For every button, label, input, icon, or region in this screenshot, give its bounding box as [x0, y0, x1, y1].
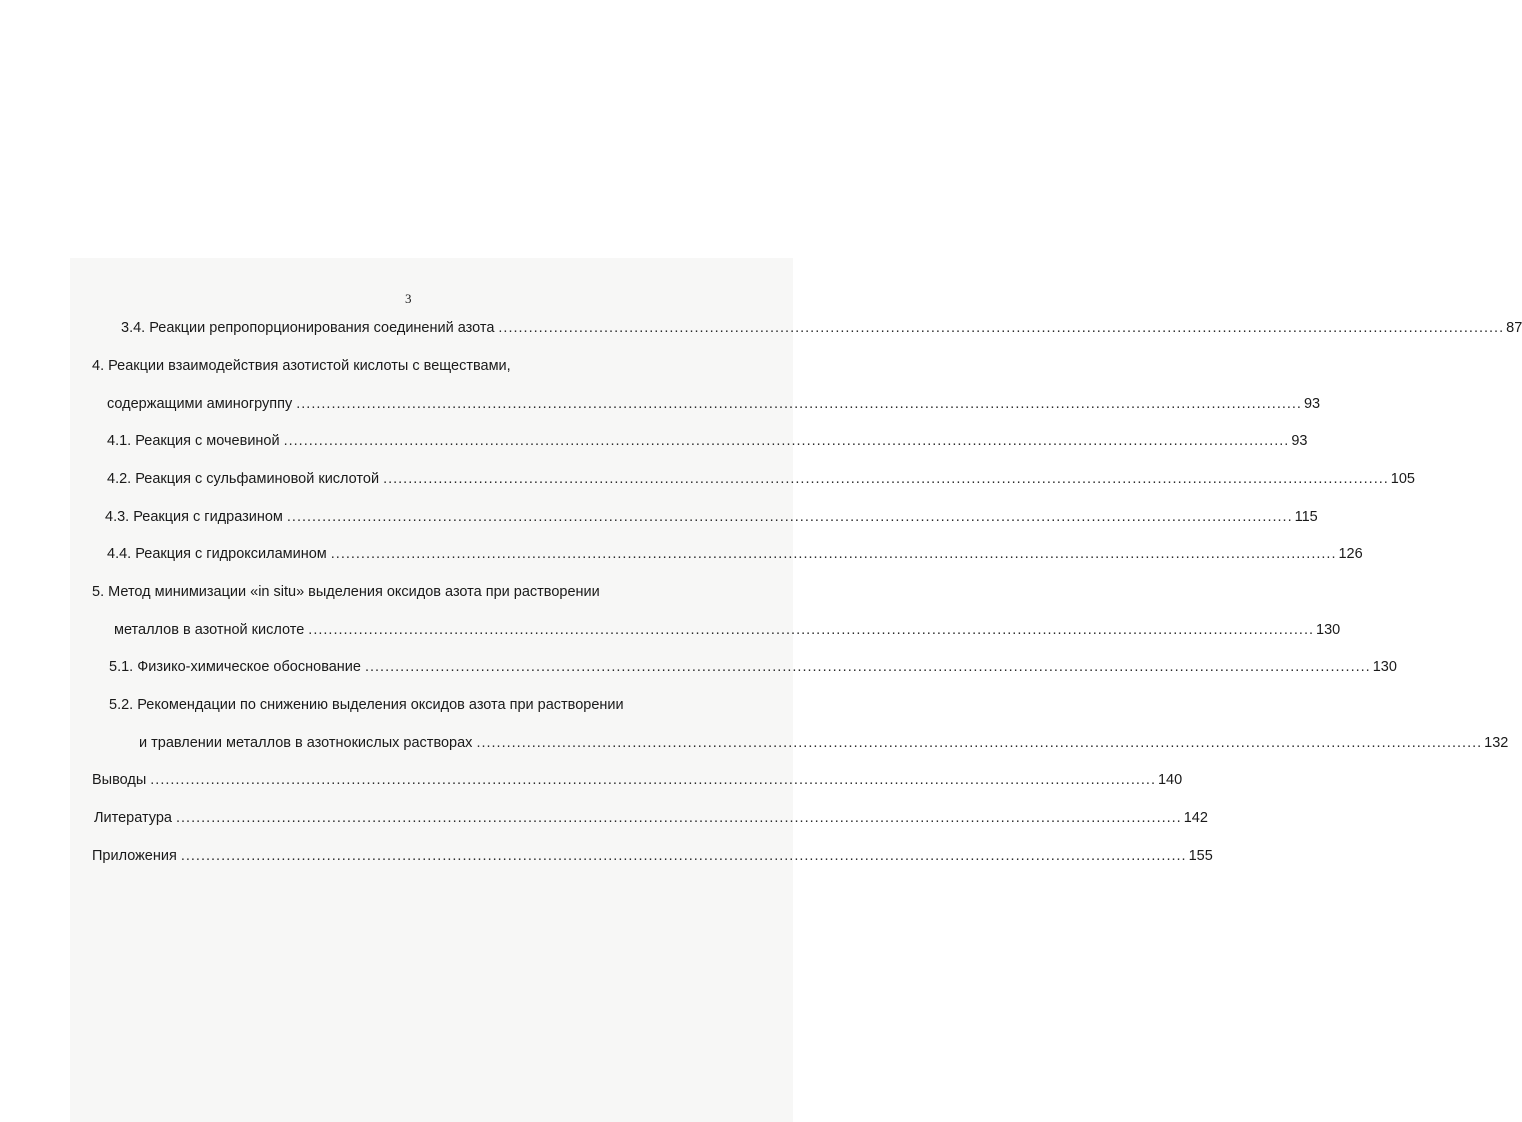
toc-leader-dots: ........................................................................................................................................................................................................: [176, 810, 1182, 826]
toc-leader-dots: ........................................................................................................................................................................................................: [498, 320, 1505, 336]
toc-leader-dots: ........................................................................................................................................................................................................: [180, 848, 1187, 864]
toc-entry-page: 130: [1316, 622, 1341, 638]
toc-entry-page: 105: [1390, 471, 1415, 487]
toc-entry-5-1[interactable]: [109, 659, 1397, 675]
toc-entry-page: 142: [1183, 810, 1208, 826]
toc-entry-label: 4.2. Реакция с сульфаминовой кислотой: [107, 471, 380, 487]
toc-entry-page: 115: [1294, 509, 1318, 525]
toc-leader-dots: ........................................................................................................................................................................................................: [308, 622, 1315, 638]
toc-entry-3-4[interactable]: [121, 320, 1522, 336]
toc-leader-dots: ........................................................................................................................................................................................................: [296, 396, 1302, 412]
toc-entry-label: 4.4. Реакция с гидроксиламином: [107, 546, 327, 562]
toc-section-5-2-heading: 5.2. Рекомендации по снижению выделения оксидов азота при растворении: [109, 697, 624, 713]
toc-entry-label: Приложения: [92, 848, 177, 864]
toc-entry-label: Литература: [94, 810, 172, 826]
toc-entry-literature[interactable]: [94, 810, 1208, 826]
toc-leader-dots: ........................................................................................................................................................................................................: [383, 471, 1389, 487]
toc-leader-dots: ........................................................................................................................................................................................................: [364, 659, 1371, 675]
toc-entry-label: и травлении металлов в азотнокислых растворах: [139, 735, 473, 751]
toc-entry-4-4[interactable]: [107, 546, 1363, 562]
toc-leader-dots: ........................................................................................................................................................................................................: [286, 509, 1293, 525]
toc-entry-label: 3.4. Реакции репропорционирования соединений азота: [121, 320, 495, 336]
toc-entry-page: 140: [1157, 772, 1183, 788]
toc-entry-label: Выводы: [92, 772, 147, 788]
toc-leader-dots: ........................................................................................................................................................................................................: [283, 433, 1290, 449]
toc-entry-appendices[interactable]: [92, 848, 1213, 864]
toc-section-5-heading: 5. Метод минимизации «in situ» выделения оксидов азота при растворении: [92, 584, 600, 600]
toc-leader-dots: ........................................................................................................................................................................................................: [150, 772, 1156, 788]
toc-entry-label: 4.3. Реакция с гидразином: [105, 509, 283, 525]
toc-entry-page: 126: [1338, 546, 1363, 562]
page-number: 3: [405, 291, 412, 306]
toc-entry-label: содержащими аминогруппу: [107, 396, 293, 412]
toc-entry-label: металлов в азотной кислоте: [114, 622, 305, 638]
toc-entry-page: 93: [1303, 396, 1321, 412]
toc-entry-page: 130: [1372, 659, 1397, 675]
toc-section-4-heading: 4. Реакции взаимодействия азотистой кислоты с веществами,: [92, 358, 511, 374]
toc-entry-4[interactable]: [107, 396, 1321, 412]
toc-entry-4-1[interactable]: [107, 433, 1308, 449]
toc-entry-4-2[interactable]: [107, 471, 1415, 487]
toc-entry-4-3[interactable]: [105, 509, 1318, 525]
toc-entry-conclusions[interactable]: [92, 772, 1183, 788]
toc-entry-page: 93: [1291, 433, 1308, 449]
toc-entry-page: 132: [1484, 735, 1509, 751]
toc-entry-label: 4.1. Реакция с мочевиной: [107, 433, 280, 449]
toc-entry-5[interactable]: [114, 622, 1341, 638]
toc-entry-5-2[interactable]: [139, 735, 1509, 751]
toc-leader-dots: ........................................................................................................................................................................................................: [330, 546, 1337, 562]
scan-shade: [70, 258, 793, 1122]
toc-leader-dots: ........................................................................................................................................................................................................: [476, 735, 1483, 751]
toc-entry-page: 87: [1506, 320, 1522, 336]
toc-entry-label: 5.1. Физико-химическое обоснование: [109, 659, 361, 675]
toc-entry-page: 155: [1188, 848, 1213, 864]
